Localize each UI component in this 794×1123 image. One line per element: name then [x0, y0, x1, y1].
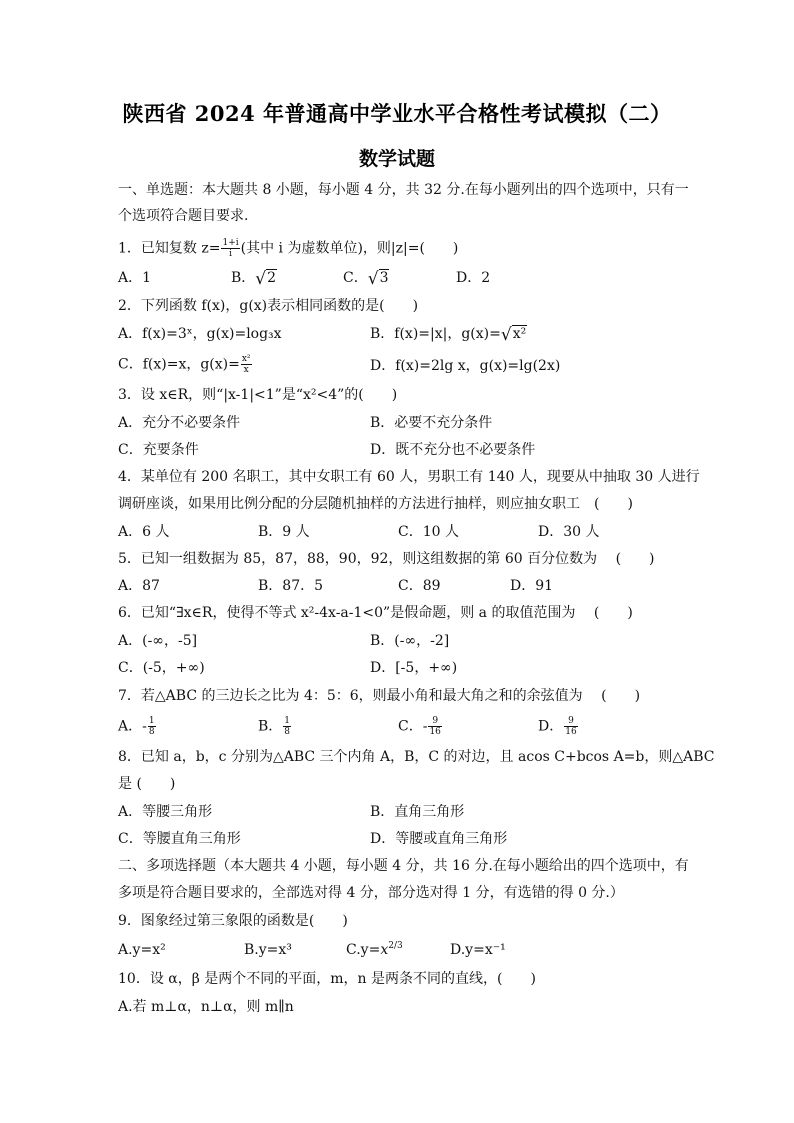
section2-instructions-line2: 多项是符合题目要求的，全部选对得 4 分，部分选对得 1 分，有选错的得 0 分.）	[118, 885, 624, 901]
q9-option-c-label: C.y=	[346, 942, 381, 958]
q7-option-c	[398, 716, 443, 737]
q7-option-d-fraction	[564, 716, 577, 737]
q1-prefix: 1．已知复数 z=	[118, 240, 221, 257]
q7-option-a-label: A．-	[118, 718, 147, 735]
question-4-stem-line1: 4．某单位有 200 名职工，其中女职工有 60 人，男职工有 140 人，现要从中抽取 30 人进行	[118, 469, 700, 485]
q2-option-b	[370, 324, 527, 345]
q3-option-a: A．充分不必要条件	[118, 415, 241, 431]
q3-option-d: D．既不充分也不必要条件	[370, 442, 536, 458]
q2-c-frac-num: x²	[241, 354, 251, 364]
section2-instructions-line1: 二、多项选择题（本大题共 4 小题，每小题 4 分，共 16 分.在每小题给出的四个选项中，有	[118, 858, 689, 874]
q5-option-a: A．87	[118, 578, 160, 594]
q1-option-c	[343, 268, 389, 289]
q1-option-b-label: B．	[231, 270, 256, 286]
q1-option-b	[231, 268, 277, 289]
q9-option-c	[346, 940, 403, 960]
q5-option-b: B．87．5	[258, 578, 324, 594]
question-5-stem: 5．已知一组数据为 85，87，88，90，92，则这组数据的第 60 百分位数为 ( )	[118, 551, 655, 567]
q6-option-b: B．(-∞，-2]	[370, 633, 450, 649]
q1-option-c-radicand: 3	[379, 270, 389, 286]
q7-d-num: 9	[564, 716, 577, 727]
q2-option-d: D．f(x)=2lg x，g(x)=lg(2x)	[370, 358, 561, 374]
question-9-stem: 9．图象经过第三象限的函数是( )	[118, 913, 348, 929]
q7-option-d-label: D．	[538, 718, 564, 735]
q7-option-c-fraction	[428, 716, 441, 737]
q9-option-d: D.y=x⁻¹	[450, 942, 506, 958]
q1-frac-den: i	[229, 249, 232, 259]
q4-option-a: A．6 人	[118, 524, 170, 540]
q7-a-num: 1	[148, 716, 155, 726]
q4-option-b: B．9 人	[258, 524, 310, 540]
q7-option-b-fraction	[283, 716, 291, 737]
section1-instructions-line1: 一、单选题：本大题共 8 小题，每小题 4 分，共 32 分.在每小题列出的四个选项中，只有一	[118, 182, 689, 198]
q1-option-c-label: C．	[343, 270, 368, 286]
q7-option-a-fraction	[148, 716, 156, 737]
page-title: 陕西省 2024 年普通高中学业水平合格性考试模拟（二）	[122, 101, 672, 126]
question-2-stem: 2．下列函数 f(x)，g(x)表示相同函数的是( )	[118, 298, 419, 314]
q3-option-c: C．充要条件	[118, 442, 199, 458]
q2-option-c-fraction	[241, 354, 252, 375]
q7-c-den: 16	[429, 727, 441, 737]
q7-b-num: 1	[284, 716, 291, 726]
q7-option-c-label: C．-	[398, 718, 428, 735]
q8-option-d: D．等腰或直角三角形	[370, 831, 508, 847]
q5-option-c: C．89	[398, 578, 441, 594]
q1-frac-num: 1+i	[222, 238, 239, 248]
q2-option-c-text: C．f(x)=x，g(x)=	[118, 356, 240, 373]
q1-option-a: A．1	[118, 270, 152, 286]
q5-option-d: D．91	[510, 578, 554, 594]
section1-instructions-line2: 个选项符合题目要求.	[118, 208, 249, 224]
q9-option-c-exponent: 2/3	[388, 941, 403, 951]
q2-option-c	[118, 354, 253, 375]
q7-b-den: 8	[284, 727, 291, 737]
q2-c-frac-den: x	[243, 365, 249, 375]
q8-option-c: C．等腰直角三角形	[118, 831, 241, 847]
q7-a-den: 8	[148, 727, 155, 737]
q8-option-b: B．直角三角形	[370, 804, 465, 820]
q1-option-d: D．2	[456, 270, 491, 286]
q2-option-b-radicand: x²	[512, 326, 527, 342]
q6-option-a: A．(-∞，-5]	[118, 633, 198, 649]
q7-c-num: 9	[428, 716, 441, 727]
question-7-stem: 7．若△ABC 的三边长之比为 4：5：6，则最小角和最大角之和的余弦值为 ( )	[118, 688, 641, 704]
q7-option-b	[258, 716, 292, 737]
q7-option-d	[538, 716, 579, 737]
question-10-stem: 10．设 α，β 是两个不同的平面，m，n 是两条不同的直线，( )	[118, 971, 536, 987]
q4-option-c: C．10 人	[398, 524, 459, 540]
q9-option-a: A.y=x²	[118, 942, 166, 958]
q7-option-b-label: B．	[258, 718, 283, 735]
question-8-stem-line2: 是 ( )	[118, 776, 176, 792]
q2-option-b-text: B．f(x)=|x|，g(x)=	[370, 326, 501, 342]
question-4-stem-line2: 调研座谈，如果用比例分配的分层随机抽样的方法进行抽样，则应抽女职工 ( )	[118, 496, 633, 512]
q7-option-a	[118, 716, 157, 737]
question-1-stem	[118, 238, 458, 259]
question-6-stem: 6．已知“∃x∈R，使得不等式 x²-4x-a-1<0”是假命题，则 a 的取值范围为 ( )	[118, 605, 633, 621]
sqrt-symbol: √2	[255, 269, 277, 289]
q6-option-d: D．[-5，+∞)	[370, 660, 458, 676]
q7-d-den: 16	[565, 727, 577, 737]
q4-option-d: D．30 人	[538, 524, 600, 540]
sqrt-symbol: √3	[367, 269, 389, 289]
sqrt-symbol: √x²	[500, 325, 527, 345]
q9-option-b: B.y=x³	[244, 942, 292, 958]
q8-option-a: A．等腰三角形	[118, 804, 213, 820]
q1-fraction	[221, 238, 239, 259]
q10-option-a: A.若 m⊥α，n⊥α，则 m∥n	[118, 999, 294, 1015]
q2-option-a: A．f(x)=3ˣ，g(x)=log₃x	[118, 326, 282, 342]
question-3-stem: 3．设 x∈R，则“|x-1|<1”是“x²<4”的( )	[118, 387, 398, 403]
q9-option-c-base: x	[380, 942, 389, 958]
q6-option-c: C．(-5，+∞)	[118, 660, 205, 676]
question-8-stem-line1: 8．已知 a，b，c 分别为△ABC 三个内角 A，B，C 的对边，且 acos C+bcos A=b，则△ABC	[118, 749, 715, 765]
q1-option-b-radicand: 2	[267, 270, 277, 286]
q1-suffix: (其中 i 为虚数单位)，则|z|=( )	[240, 240, 459, 257]
page-subtitle: 数学试题	[358, 148, 435, 170]
q3-option-b: B．必要不充分条件	[370, 415, 493, 431]
